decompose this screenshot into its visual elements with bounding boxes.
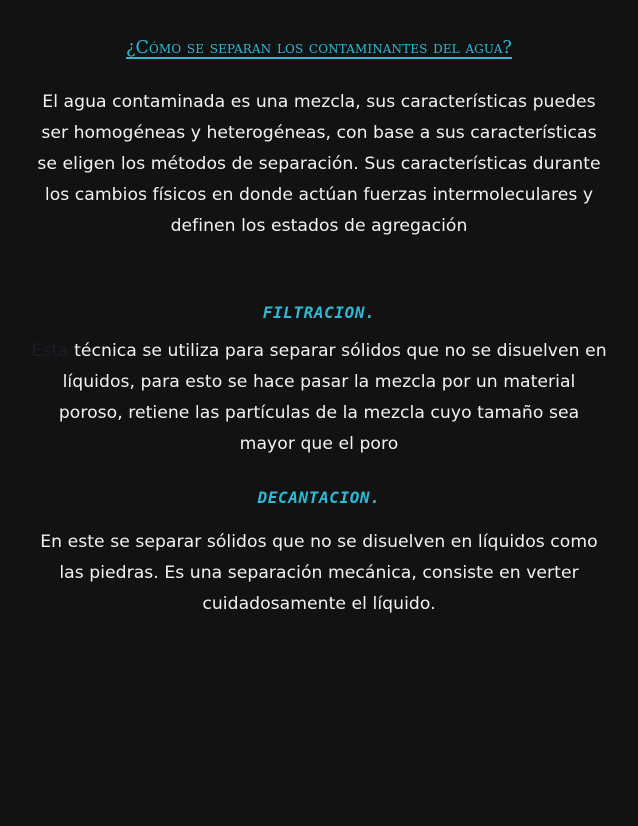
decantacion-paragraph: En este se separar sólidos que no se disuelven en líquidos como las piedras. Es una separación mecánica, consiste en verter cuidadosamente el líquido. [40, 532, 598, 614]
faint-lead-word: Esta [31, 341, 69, 361]
title-text: ¿Cómo se separan los contaminantes del agua? [126, 38, 512, 58]
intro-paragraph: El agua contaminada es una mezcla, sus características puedes ser homogéneas y heterogéneas, con base a sus características se eligen los métodos de separación. Sus características durante los cambios físicos en donde actúan fuerzas intermoleculares y definen los estados de agregación [37, 92, 601, 236]
filtracion-paragraph [30, 336, 608, 460]
page-title [38, 38, 600, 58]
filtracion-text: técnica se utiliza para separar sólidos que no se disuelven en líquidos, para esto se hace pasar la mezcla por un material poroso, retiene las partículas de la mezcla cuyo tamaño sea mayor que el poro [58, 341, 607, 454]
section-heading-decantacion: DECANTACION. [257, 488, 381, 507]
section-heading-filtracion: FILTRACION. [262, 303, 376, 322]
